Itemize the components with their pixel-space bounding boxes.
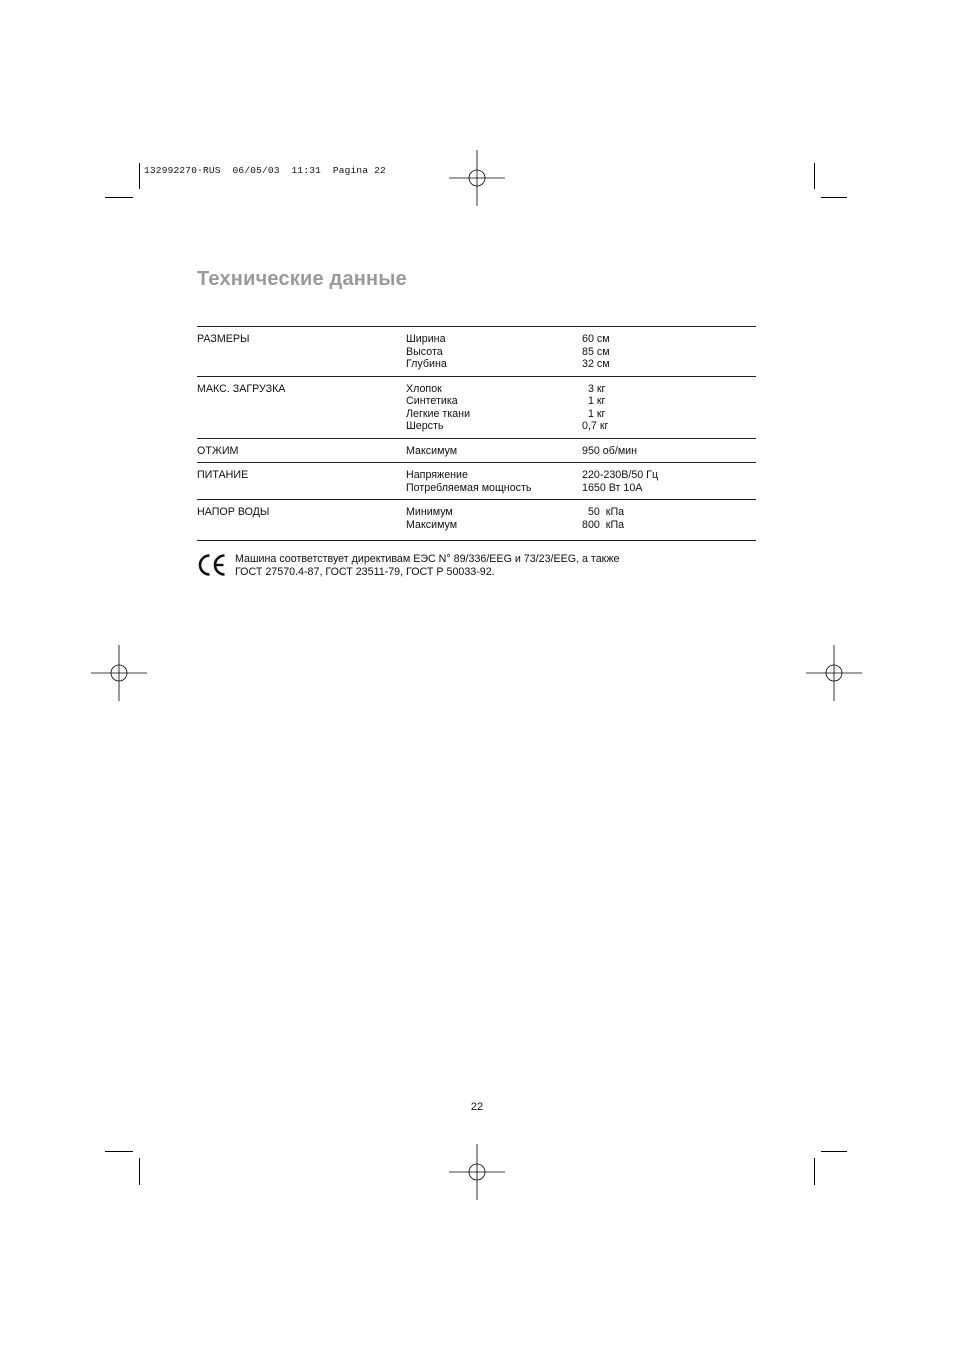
spec-value: 0,7 кг — [582, 420, 609, 432]
spec-item: Максимум — [406, 444, 458, 457]
spec-value: 50 кПа — [582, 506, 625, 518]
crop-mark-bottom-right-h — [821, 1151, 847, 1152]
spec-item: Ширина — [406, 333, 446, 345]
crop-mark-top-right-v — [814, 163, 815, 189]
spec-value: 1 кг — [582, 395, 606, 407]
crop-mark-bottom-left-h — [105, 1151, 133, 1152]
crop-mark-top-right-h — [821, 197, 847, 198]
spec-value: 950 об/мин — [582, 444, 638, 457]
spec-item: Высота — [406, 345, 443, 358]
spec-row-water-pressure — [197, 500, 756, 541]
spec-item: Хлопок — [406, 382, 442, 395]
spec-items — [406, 445, 582, 458]
spec-row-power — [197, 463, 756, 500]
registration-mark-icon — [449, 1144, 505, 1200]
crop-mark-bottom-left-v — [139, 1158, 140, 1185]
spec-item: Легкие ткани — [406, 407, 471, 420]
spec-item: Синтетика — [406, 395, 458, 407]
spec-values — [582, 506, 756, 531]
spec-item: Максимум — [406, 518, 458, 531]
spec-values — [582, 445, 756, 458]
spec-category: МАКС. ЗАГРУЗКА — [197, 382, 286, 395]
ce-mark-icon — [197, 553, 227, 577]
registration-mark-icon — [91, 645, 147, 701]
spec-item: Минимум — [406, 506, 453, 518]
spec-category: НАПОР ВОДЫ — [197, 506, 270, 518]
printer-slug: 132992270·RUS 06/05/03 11:31 Pagina 22 — [144, 165, 386, 176]
ce-note-line: Машина соответствует директивам ЕЭС N° 89/336/EEG и 73/23/EEG, а также — [235, 553, 620, 565]
spec-value: 800 кПа — [582, 518, 625, 531]
spec-value: 1 кг — [582, 407, 606, 420]
spec-values — [582, 383, 756, 433]
crop-mark-bottom-right-v — [814, 1158, 815, 1185]
spec-row-dimensions — [197, 327, 756, 377]
page-number: 22 — [470, 1101, 484, 1113]
spec-value: 60 см — [582, 333, 610, 345]
registration-mark-icon — [449, 150, 505, 206]
spec-value: 85 см — [582, 345, 610, 358]
spec-items — [406, 506, 582, 531]
crop-mark-top-left-h — [105, 197, 133, 198]
spec-item: Потребляемая мощность — [406, 481, 532, 494]
spec-items — [406, 333, 582, 371]
crop-mark-top-left-v — [139, 163, 140, 189]
spec-category: ОТЖИМ — [197, 444, 239, 457]
spec-row-max-load — [197, 377, 756, 439]
page-title: Технические данные — [197, 268, 407, 290]
ce-conformity-note — [197, 553, 757, 578]
spec-items — [406, 383, 582, 433]
ce-note-text — [235, 553, 619, 578]
spec-value: 220-230В/50 Гц — [582, 469, 659, 481]
specifications-table — [197, 326, 756, 541]
spec-items — [406, 469, 582, 494]
spec-item: Шерсть — [406, 420, 444, 432]
spec-value: 32 см — [582, 358, 610, 370]
spec-values — [582, 333, 756, 371]
spec-category: РАЗМЕРЫ — [197, 333, 250, 345]
spec-value: 3 кг — [582, 382, 606, 395]
spec-value: 1650 Вт 10А — [582, 481, 643, 494]
ce-note-line: ГОСТ 27570.4-87, ГОСТ 23511-79, ГОСТ Р 50033-92. — [235, 565, 495, 578]
spec-row-spin — [197, 439, 756, 464]
spec-values — [582, 469, 756, 494]
spec-item: Глубина — [406, 358, 447, 370]
registration-mark-icon — [806, 645, 862, 701]
spec-category: ПИТАНИЕ — [197, 469, 249, 481]
spec-item: Напряжение — [406, 469, 468, 481]
